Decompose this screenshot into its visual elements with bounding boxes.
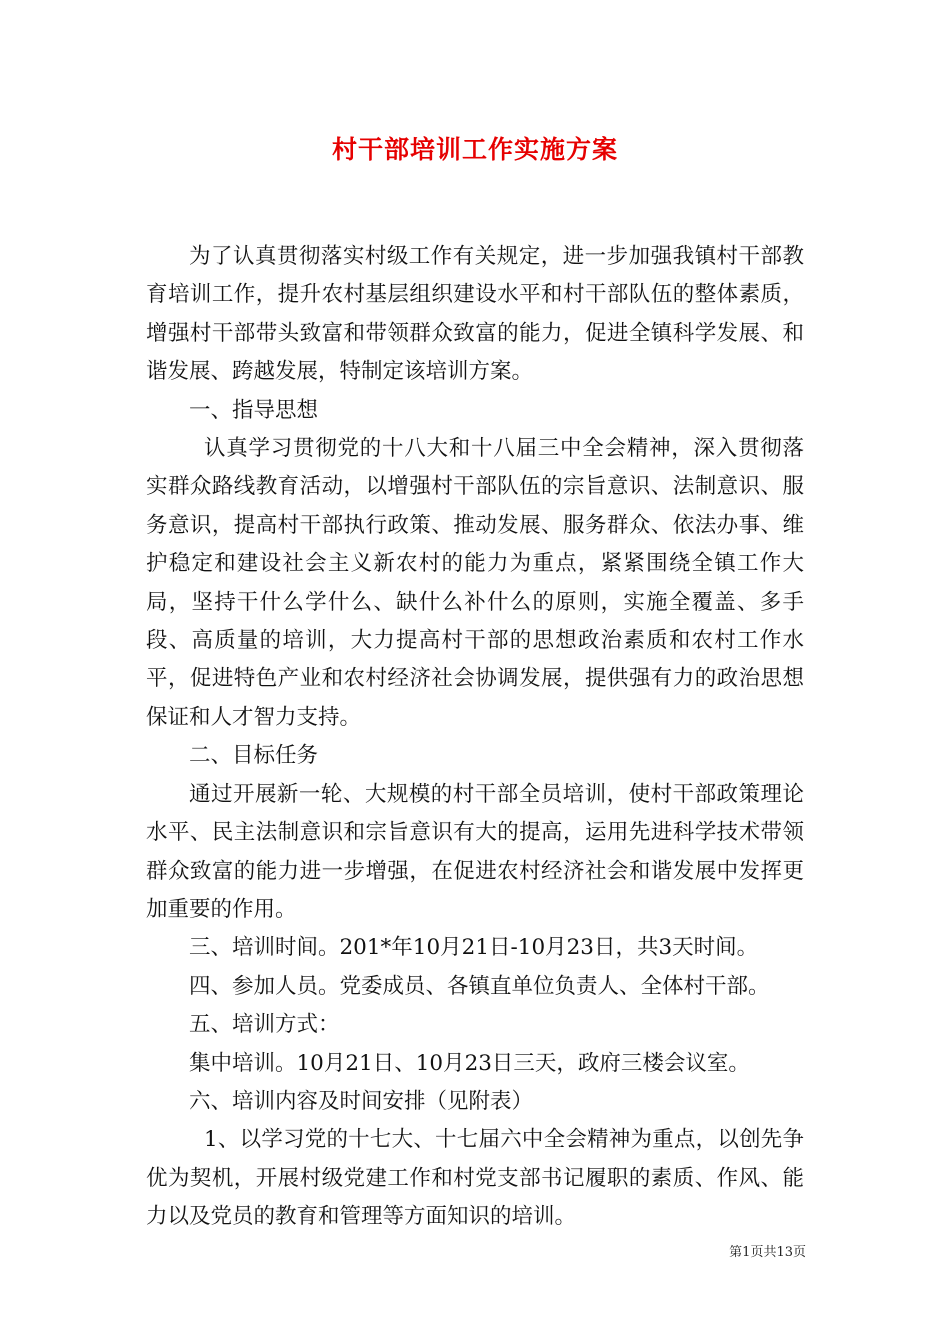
content-item-1-paragraph: 1、以学习党的十七大、十七届六中全会精神为重点，以创先争优为契机，开展村级党建工作和村党支部书记履职的素质、作风、能力以及党员的教育和管理等方面知识的培训。: [146, 1127, 804, 1230]
goals-paragraph: 通过开展新一轮、大规模的村干部全员培训，使村干部政策理论水平、民主法制意识和宗旨意识有大的提高，运用先进科学技术带领群众致富的能力进一步增强，在促进农村经济社会和谐发展中发挥更加重要的作用。: [146, 781, 804, 922]
section-heading-goals: 二、目标任务: [189, 743, 319, 769]
section-heading-training-method: 五、培训方式：: [189, 1012, 340, 1038]
document-body: [146, 238, 804, 1237]
page-number-footer: 第1页共13页: [729, 1245, 806, 1260]
section-heading-guiding-thought: 一、指导思想: [189, 397, 319, 423]
training-method-line: 集中培训。10月21日、10月23日三天，政府三楼会议室。: [189, 1050, 750, 1076]
participants-line: 四、参加人员。党委成员、各镇直单位负责人、全体村干部。: [189, 973, 770, 999]
document-title: 村干部培训工作实施方案: [331, 135, 618, 164]
guiding-thought-paragraph: 认真学习贯彻党的十八大和十八届三中全会精神，深入贯彻落实群众路线教育活动，以增强村干部队伍的宗旨意识、法制意识、服务意识，提高村干部执行政策、推动发展、服务群众、依法办事、维护稳定和建设社会主义新农村的能力为重点，紧紧围绕全镇工作大局，坚持干什么学什么、缺什么补什么的原则，实施全覆盖、多手段、高质量的培训，大力提高村干部的思想政治素质和农村工作水平，促进特色产业和农村经济社会协调发展，提供强有力的政治思想保证和人才智力支持。: [146, 436, 804, 730]
section-heading-content-schedule: 六、培训内容及时间安排（见附表）: [189, 1088, 534, 1114]
intro-paragraph: 为了认真贯彻落实村级工作有关规定，进一步加强我镇村干部教育培训工作，提升农村基层组织建设水平和村干部队伍的整体素质，增强村干部带头致富和带领群众致富的能力，促进全镇科学发展、和谐发展、跨越发展，特制定该培训方案。: [146, 244, 804, 385]
training-time-line: 三、培训时间。201*年10月21日-10月23日，共3天时间。: [189, 935, 759, 961]
